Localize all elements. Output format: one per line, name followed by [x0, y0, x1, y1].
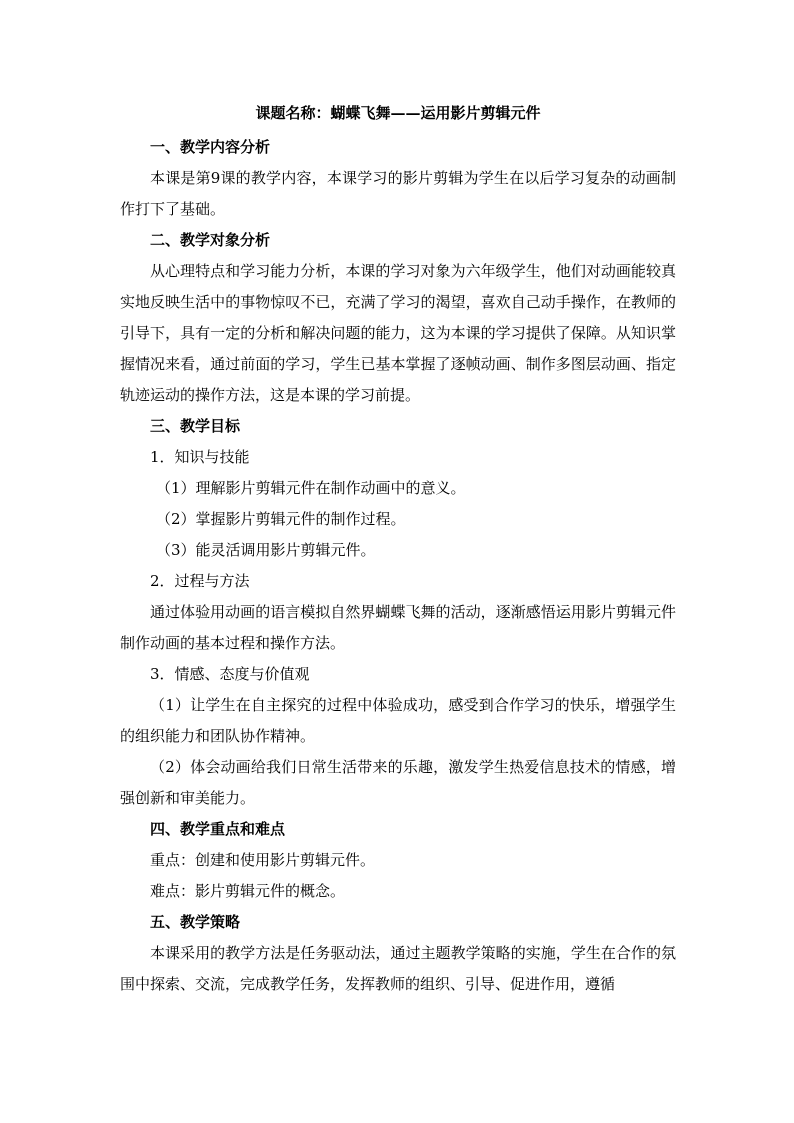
paragraph-strategy: 本课采用的教学方法是任务驱动法，通过主题教学策略的实施，学生在合作的氛围中探索、交流，完成教学任务，发挥教师的组织、引导、促进作用，遵循 [120, 944, 676, 993]
section-heading-key-points: 四、教学重点和难点 [150, 820, 286, 838]
difficulty-text: 难点：影片剪辑元件的概念。 [150, 882, 346, 900]
section-heading-content-analysis: 一、教学内容分析 [150, 138, 271, 156]
paragraph-emotion-values-1: （1）让学生在自主探究的过程中体验成功，感受到合作学习的快乐，增强学生的组织能力和团队协作精神。 [120, 696, 676, 745]
key-point-text: 重点：创建和使用影片剪辑元件。 [150, 851, 376, 869]
goal-item-1: （1）理解影片剪辑元件在制作动画中的意义。 [156, 479, 466, 497]
subheading-knowledge-skills: 1．知识与技能 [150, 448, 250, 466]
subheading-emotion-values: 3．情感、态度与价值观 [150, 665, 310, 683]
section-heading-learner-analysis: 二、教学对象分析 [150, 231, 271, 249]
goal-item-3: （3）能灵活调用影片剪辑元件。 [156, 541, 376, 559]
section-heading-strategy: 五、教学策略 [150, 913, 241, 931]
document-body [120, 103, 676, 1000]
section-heading-teaching-goals: 三、教学目标 [150, 417, 241, 435]
paragraph-emotion-values-2: （2）体会动画给我们日常生活带来的乐趣，激发学生热爱信息技术的情感，增强创新和审美能力。 [120, 758, 676, 807]
paragraph-process-methods: 通过体验用动画的语言模拟自然界蝴蝶飞舞的活动，逐渐感悟运用影片剪辑元件制作动画的基本过程和操作方法。 [120, 603, 676, 652]
subheading-process-methods: 2．过程与方法 [150, 572, 250, 590]
lesson-title: 课题名称：蝴蝶飞舞——运用影片剪辑元件 [255, 104, 541, 122]
paragraph-content-analysis: 本课是第9课的教学内容，本课学习的影片剪辑为学生在以后学习复杂的动画制作打下了基础。 [120, 169, 676, 218]
goal-item-2: （2）掌握影片剪辑元件的制作过程。 [156, 510, 406, 528]
paragraph-learner-analysis: 从心理特点和学习能力分析，本课的学习对象为六年级学生，他们对动画能较真实地反映生活中的事物惊叹不已，充满了学习的渴望，喜欢自己动手操作，在教师的引导下，具有一定的分析和解决问题的能力，这为本课的学习提供了保障。从知识掌握情况来看，通过前面的学习，学生已基本掌握了逐帧动画、制作多图层动画、指定轨迹运动的操作方法，这是本课的学习前提。 [120, 262, 676, 404]
